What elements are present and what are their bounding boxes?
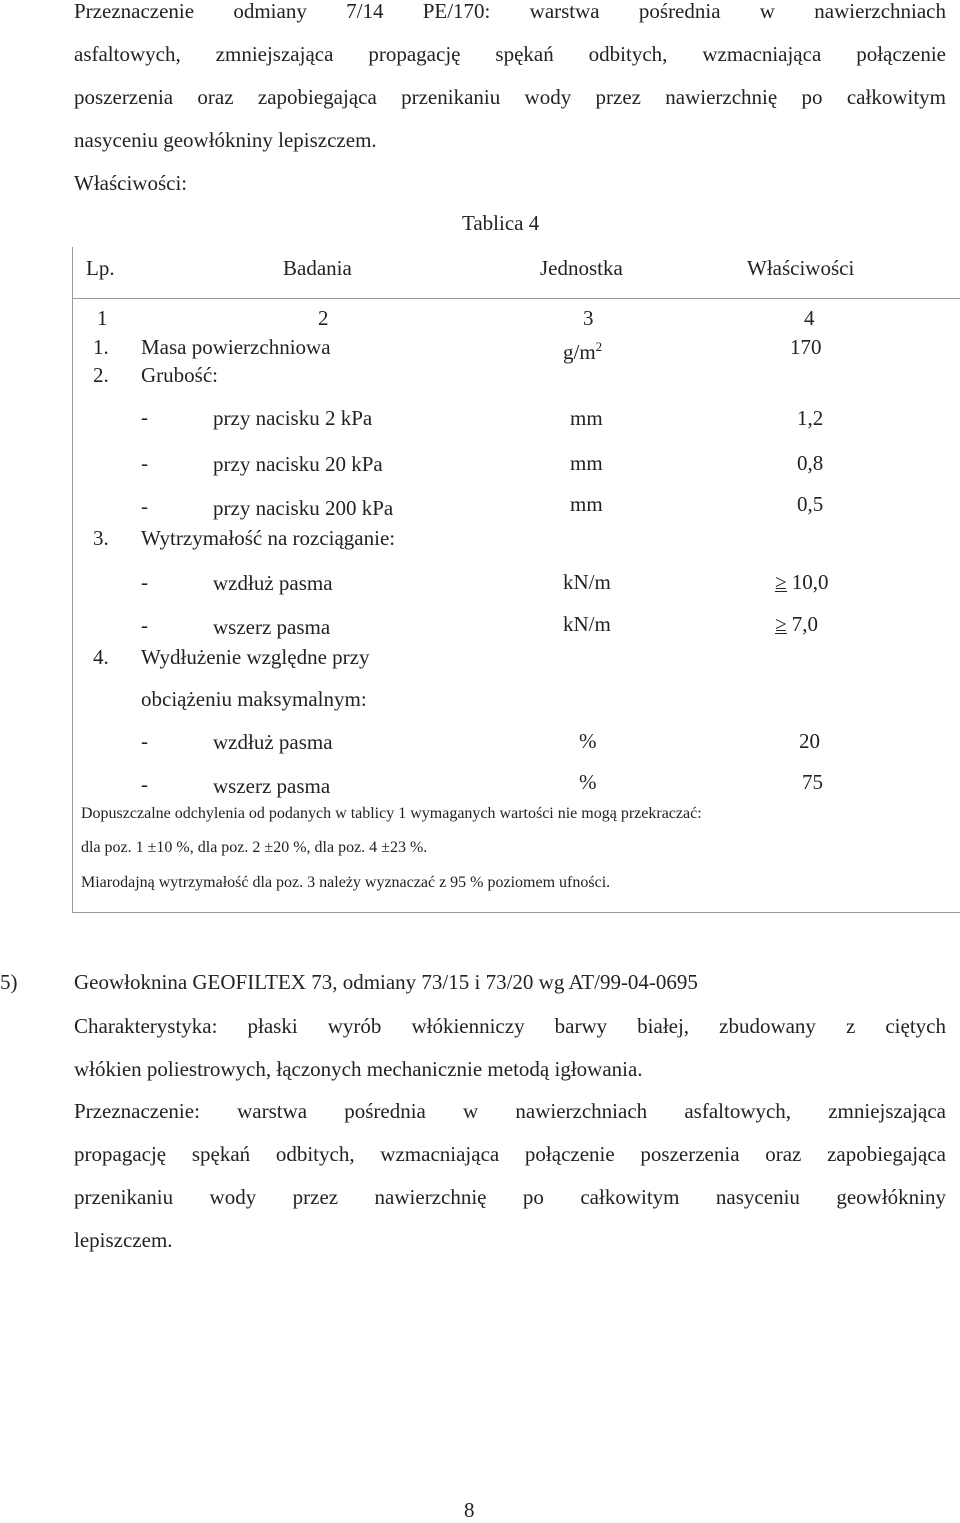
row-test: Wytrzymałość na rozciąganie: — [141, 526, 396, 550]
header-badania: Badania — [283, 256, 352, 280]
row-test: Grubość: — [141, 363, 218, 387]
purpose-paragraph — [74, 1090, 946, 1262]
row-value: 0,8 — [797, 451, 824, 475]
paragraph-line: Charakterystyka: płaski wyrób włókienniczy barwy białej, zbudowany z ciętych — [74, 1014, 946, 1038]
row-unit: mm — [570, 492, 603, 516]
row-unit: % — [579, 729, 597, 753]
row-test-cont: obciążeniu maksymalnym: — [141, 687, 367, 711]
row-dash: - — [141, 613, 148, 637]
row-test: Wydłużenie względne przy — [141, 645, 370, 669]
row-value: 170 — [790, 335, 822, 359]
header-lp: Lp. — [86, 256, 115, 280]
row-dash: - — [141, 451, 148, 475]
row-value: 0,5 — [797, 492, 824, 516]
paragraph-line: Przeznaczenie: warstwa pośrednia w nawierzchniach asfaltowych, zmniejszająca — [74, 1099, 946, 1123]
intro-line: asfaltowych, zmniejszająca propagację spękań odbitych, wzmacniająca połączenie — [74, 42, 946, 66]
paragraph-line: przenikaniu wody przez nawierzchnię po całkowitym nasyceniu geowłókniny — [74, 1185, 946, 1209]
table-header-divider — [72, 298, 960, 299]
properties-label: Właściwości: — [74, 171, 188, 195]
table-note: Dopuszczalne odchylenia od podanych w tablicy 1 wymaganych wartości nie mogą przekraczać: — [81, 805, 702, 822]
section-heading: Geowłoknina GEOFILTEX 73, odmiany 73/15 i 73/20 wg AT/99-04-0695 — [74, 970, 698, 994]
row-unit: kN/m — [563, 612, 611, 636]
row-test: Masa powierzchniowa — [141, 335, 331, 359]
greater-equal-icon: ≥ — [775, 570, 787, 594]
table-note: dla poz. 1 ±10 %, dla poz. 2 ±20 %, dla poz. 4 ±23 %. — [81, 839, 428, 856]
row-value: 1,2 — [797, 406, 824, 430]
row-lp: 3. — [93, 526, 109, 550]
row-lp: 4. — [93, 645, 109, 669]
row-unit: mm — [570, 406, 603, 430]
table-note: Miarodajną wytrzymałość dla poz. 3 należy wyznaczać z 95 % poziomem ufności. — [81, 874, 611, 891]
row-subtest: wzdłuż pasma — [213, 571, 333, 595]
table-caption: Tablica 4 — [462, 211, 540, 235]
row-lp: 1. — [93, 335, 109, 359]
row-dash: - — [141, 405, 148, 429]
greater-equal-icon: ≥ — [775, 612, 787, 636]
col-number: 1 — [97, 306, 108, 330]
col-number: 4 — [804, 306, 815, 330]
row-lp: 2. — [93, 363, 109, 387]
paragraph-line: propagację spękań odbitych, wzmacniająca połączenie poszerzenia oraz zapobiegająca — [74, 1142, 946, 1166]
row-dash: - — [141, 729, 148, 753]
intro-paragraph — [74, 0, 946, 205]
page-number: 8 — [464, 1498, 475, 1522]
header-jednostka: Jednostka — [540, 256, 623, 280]
row-unit: mm — [570, 451, 603, 475]
row-value: 20 — [799, 729, 820, 753]
section-number: 5) — [0, 970, 18, 994]
row-value: 75 — [802, 770, 823, 794]
row-unit: kN/m — [563, 570, 611, 594]
col-number: 2 — [318, 306, 329, 330]
row-subtest: przy nacisku 2 kPa — [213, 406, 373, 430]
row-subtest: przy nacisku 200 kPa — [213, 496, 394, 520]
col-number: 3 — [583, 306, 594, 330]
row-dash: - — [141, 772, 148, 796]
row-subtest: wszerz pasma — [213, 774, 331, 798]
row-subtest: przy nacisku 20 kPa — [213, 452, 383, 476]
row-value: ≥ 7,0 — [775, 612, 819, 636]
characteristics-paragraph — [74, 1005, 946, 1091]
row-subtest: wzdłuż pasma — [213, 730, 333, 754]
paragraph-line: lepiszczem. — [74, 1228, 173, 1252]
row-value: ≥ 10,0 — [775, 570, 829, 594]
intro-line: nasyceniu geowłókniny lepiszczem. — [74, 128, 377, 152]
row-subtest: wszerz pasma — [213, 615, 331, 639]
header-wlasciwosci: Właściwości — [747, 256, 855, 280]
paragraph-line: włókien poliestrowych, łączonych mechanicznie metodą igłowania. — [74, 1057, 643, 1081]
intro-line: Przeznaczenie odmiany 7/14 PE/170: warstwa pośrednia w nawierzchniach — [74, 0, 946, 23]
row-dash: - — [141, 494, 148, 518]
row-unit: $g/m^2$ — [563, 339, 603, 364]
row-dash: - — [141, 570, 148, 594]
row-unit: % — [579, 770, 597, 794]
intro-line: poszerzenia oraz zapobiegająca przenikaniu wody przez nawierzchnię po całkowitym — [74, 85, 946, 109]
